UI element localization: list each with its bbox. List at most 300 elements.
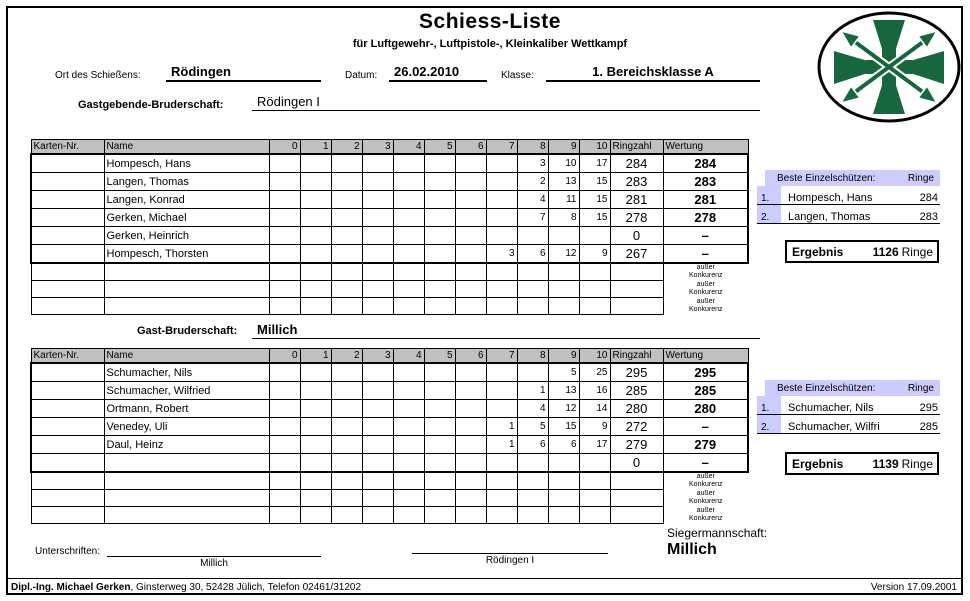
score-cell [31,436,104,454]
signature-line-host [412,538,608,566]
score-cell: 11 [548,191,579,209]
score-cell: Schumacher, Nils [104,363,269,382]
empty-score-cell [331,472,362,490]
score-cell [31,363,104,382]
footer-author-name: Dipl.-Ing. Michael Gerken [11,582,131,593]
empty-score-cell [579,490,610,507]
score-row [31,154,748,173]
empty-score-cell [269,281,300,298]
empty-score-cell [579,298,610,315]
score-cell [362,191,393,209]
best-shooter-ringe: 285 [919,421,938,433]
score-cell [362,173,393,191]
score-cell: 284 [663,154,748,173]
score-cell [362,400,393,418]
score-cell: 4 [517,400,548,418]
empty-score-cell [31,263,104,281]
best-shooter-name: Schumacher, Nils [788,402,874,414]
ergebnis-value: 1126 [872,244,899,259]
empty-score-cell [269,263,300,281]
score-cell [486,173,517,191]
score-cell [393,227,424,245]
score-cell [300,436,331,454]
score-cell [393,454,424,473]
host-bruderschaft-field [252,88,760,111]
empty-score-row [31,507,748,524]
score-cell [269,227,300,245]
score-cell [331,245,362,264]
score-cell [455,418,486,436]
klasse-field [546,58,760,82]
column-header: 6 [455,349,486,364]
score-cell: 0 [610,227,663,245]
score-cell [331,191,362,209]
score-cell [331,454,362,473]
score-cell [393,191,424,209]
score-cell [331,227,362,245]
score-cell: 5 [548,363,579,382]
column-header: 9 [548,140,579,155]
column-header: 5 [424,349,455,364]
score-cell: 12 [548,400,579,418]
empty-score-cell [579,281,610,298]
score-cell [424,191,455,209]
score-cell: 278 [610,209,663,227]
empty-score-cell [300,263,331,281]
empty-score-cell [424,298,455,315]
ergebnis-label: Ergebnis [792,244,844,259]
score-cell [362,436,393,454]
ergebnis-box-guest [785,452,939,475]
ausser-konkurenz-note: außer Konkurenz [689,490,723,505]
score-cell [300,400,331,418]
empty-score-cell [579,472,610,490]
score-cell: 6 [517,436,548,454]
score-cell: Ortmann, Robert [104,400,269,418]
score-cell [393,154,424,173]
column-header: Wertung [663,349,748,364]
score-cell [31,454,104,473]
score-cell [331,363,362,382]
score-cell: – [663,245,748,264]
score-cell [424,209,455,227]
score-cell: 6 [548,436,579,454]
empty-score-row [31,298,748,315]
score-cell: 1 [517,382,548,400]
score-cell [579,454,610,473]
score-cell: Langen, Thomas [104,173,269,191]
column-header: 9 [548,349,579,364]
host-bruderschaft-value: Rödingen I [257,94,320,109]
score-row [31,227,748,245]
ergebnis-unit: Ringe [901,244,933,259]
column-header: Wertung [663,140,748,155]
score-cell: – [663,418,748,436]
score-cell [31,245,104,264]
column-header: Ringzahl [610,349,663,364]
score-cell [104,454,269,473]
score-cell: Hompesch, Hans [104,154,269,173]
empty-score-cell [579,507,610,524]
signature-rule [107,541,321,557]
best-panel-title: Beste Einzelschützen: [777,173,876,184]
best-panel-header [765,380,940,396]
empty-score-cell [455,263,486,281]
empty-score-cell [331,490,362,507]
empty-score-cell [393,490,424,507]
column-header: 1 [300,349,331,364]
score-row [31,454,748,473]
score-cell: 5 [517,418,548,436]
empty-score-cell [31,281,104,298]
best-panel-ringe-label: Ringe [907,383,934,394]
score-cell [362,209,393,227]
column-header: 6 [455,140,486,155]
score-cell [393,245,424,264]
empty-score-cell [31,490,104,507]
score-cell [269,173,300,191]
empty-score-cell [331,298,362,315]
score-cell [517,363,548,382]
empty-score-cell [486,472,517,490]
score-cell [486,191,517,209]
score-cell: 281 [610,191,663,209]
score-cell [300,209,331,227]
score-cell [517,454,548,473]
footer-version: Version 17.09.2001 [870,582,957,593]
score-cell [300,173,331,191]
score-cell: 17 [579,436,610,454]
column-header: 0 [269,349,300,364]
ergebnis-value: 1139 [872,456,899,471]
score-cell [424,436,455,454]
empty-score-cell [517,263,548,281]
score-cell [31,227,104,245]
score-cell [31,418,104,436]
score-cell: 295 [610,363,663,382]
column-header: 3 [362,140,393,155]
score-cell: 6 [517,245,548,264]
score-cell [331,209,362,227]
siegermannschaft-value: Millich [667,541,717,558]
empty-score-row [31,472,748,490]
score-cell: 15 [579,209,610,227]
score-cell: 1 [486,418,517,436]
rank-badge: 2. [757,205,781,223]
score-cell: 9 [579,418,610,436]
empty-score-cell [486,507,517,524]
score-cell [486,154,517,173]
empty-score-cell [104,472,269,490]
score-cell [579,227,610,245]
empty-score-row [31,263,748,281]
best-shooter-ringe: 284 [919,192,938,204]
empty-score-cell [610,507,663,524]
empty-score-cell [486,263,517,281]
score-cell [424,173,455,191]
empty-score-cell [455,281,486,298]
score-cell: 17 [579,154,610,173]
empty-score-cell [548,490,579,507]
best-panel-title: Beste Einzelschützen: [777,383,876,394]
score-cell: 3 [486,245,517,264]
ergebnis-unit: Ringe [901,456,933,471]
score-row [31,400,748,418]
score-row [31,173,748,191]
score-cell [300,363,331,382]
score-cell [300,245,331,264]
score-cell [362,454,393,473]
score-row [31,245,748,264]
score-cell [362,245,393,264]
empty-score-cell [424,507,455,524]
score-cell [424,227,455,245]
score-cell [269,209,300,227]
datum-field [389,58,487,82]
empty-score-cell [393,281,424,298]
score-cell: 281 [663,191,748,209]
best-shooter-name: Hompesch, Hans [788,192,873,204]
empty-score-cell [31,298,104,315]
column-header: 2 [331,349,362,364]
score-cell [269,245,300,264]
column-header: 8 [517,349,548,364]
score-cell: 280 [610,400,663,418]
empty-score-cell [517,298,548,315]
best-row [757,415,940,434]
empty-score-cell [300,490,331,507]
score-cell: 285 [610,382,663,400]
score-cell: 10 [548,154,579,173]
empty-score-cell [517,281,548,298]
score-cell: Langen, Konrad [104,191,269,209]
column-header: 5 [424,140,455,155]
column-header: Ringzahl [610,140,663,155]
score-cell [455,191,486,209]
empty-score-cell [104,281,269,298]
ergebnis-box-host [785,240,939,263]
footer-divider [8,578,961,579]
score-cell [269,382,300,400]
siegermannschaft-label: Siegermannschaft: [667,526,768,540]
score-cell [269,363,300,382]
rank-badge: 2. [757,415,781,433]
score-cell [424,154,455,173]
score-cell [424,418,455,436]
score-cell [269,191,300,209]
score-cell: – [663,227,748,245]
score-cell [331,436,362,454]
ausser-konkurenz-note: außer Konkurenz [689,264,723,280]
score-cell [300,418,331,436]
best-shooters-panel-guest [757,380,940,434]
score-cell [393,173,424,191]
host-score-table [30,139,749,315]
empty-score-row [31,490,748,507]
empty-score-cell [269,472,300,490]
score-cell [455,454,486,473]
ergebnis-label: Ergebnis [792,456,844,471]
ort-label: Ort des Schießens: [55,70,141,81]
score-cell [393,363,424,382]
siegermannschaft-block [667,526,767,559]
score-cell [31,209,104,227]
score-cell [31,191,104,209]
score-cell [300,382,331,400]
score-cell: 272 [610,418,663,436]
column-header: 0 [269,140,300,155]
column-header: 7 [486,140,517,155]
score-row [31,382,748,400]
column-header: 1 [300,140,331,155]
score-cell [424,245,455,264]
empty-score-cell [548,281,579,298]
best-panel-header [765,170,940,186]
score-cell [393,436,424,454]
datum-label: Datum: [345,70,378,81]
footer-author-address: , Ginsterweg 30, 52428 Jülich, Telefon 02461/31202 [130,582,362,593]
empty-score-cell [393,263,424,281]
column-header: 10 [579,349,610,364]
empty-score-cell [31,472,104,490]
score-cell [486,382,517,400]
table-header-row [31,349,748,364]
document-title: Schiess-Liste [419,10,561,33]
empty-score-cell [393,507,424,524]
empty-score-row [31,281,748,298]
empty-score-cell [548,472,579,490]
score-cell [269,400,300,418]
score-cell [331,173,362,191]
best-shooter-ringe: 283 [919,211,938,223]
score-row [31,191,748,209]
score-cell: 1 [486,436,517,454]
score-cell [269,418,300,436]
footer-author [11,582,361,593]
score-cell [424,400,455,418]
score-cell [424,382,455,400]
score-cell [300,191,331,209]
guest-bruderschaft-label: Gast-Bruderschaft: [137,325,238,337]
column-header: 10 [579,140,610,155]
empty-score-cell [517,490,548,507]
score-row [31,436,748,454]
best-shooter-name: Langen, Thomas [788,211,871,223]
score-cell [393,209,424,227]
score-cell: 0 [610,454,663,473]
score-cell [31,173,104,191]
ausser-konkurenz-note: außer Konkurenz [689,298,723,313]
empty-score-cell [610,281,663,298]
empty-score-cell [104,490,269,507]
score-cell [486,363,517,382]
signature-party-label: Rödingen I [485,555,535,566]
empty-score-cell [610,472,663,490]
empty-score-cell [517,507,548,524]
score-cell: 8 [548,209,579,227]
best-panel-ringe-label: Ringe [907,173,934,184]
best-row [757,205,940,224]
score-cell: 15 [579,173,610,191]
document-subtitle: für Luftgewehr-, Luftpistole-, Kleinkaliber Wettkampf [352,38,628,50]
score-cell: Hompesch, Thorsten [104,245,269,264]
empty-score-cell [610,298,663,315]
ort-field [166,58,321,82]
empty-score-cell [393,298,424,315]
score-cell [486,400,517,418]
empty-score-cell [486,298,517,315]
column-header: 8 [517,140,548,155]
guest-score-table [30,348,749,524]
score-cell: 295 [663,363,748,382]
empty-score-cell [455,472,486,490]
datum-value: 26.02.2010 [394,64,460,79]
score-row [31,418,748,436]
score-row [31,363,748,382]
ausser-konkurenz-note: außer Konkurenz [689,473,723,489]
score-cell [269,454,300,473]
score-cell [455,400,486,418]
score-cell [362,382,393,400]
score-cell: 12 [548,245,579,264]
score-cell [548,454,579,473]
score-cell [393,382,424,400]
empty-score-cell [331,507,362,524]
score-cell [517,227,548,245]
guest-bruderschaft-value: Millich [257,322,298,337]
score-cell [362,154,393,173]
score-cell [486,227,517,245]
empty-score-cell [486,281,517,298]
score-cell [455,154,486,173]
empty-score-cell [300,281,331,298]
score-cell [300,454,331,473]
score-cell: 14 [579,400,610,418]
score-cell: 4 [517,191,548,209]
empty-score-cell [486,490,517,507]
empty-score-cell [610,263,663,281]
empty-score-cell [300,298,331,315]
best-row [757,186,940,205]
score-cell [331,154,362,173]
score-cell [393,400,424,418]
column-header: 7 [486,349,517,364]
score-cell: 2 [517,173,548,191]
empty-score-cell [104,298,269,315]
empty-score-cell [269,490,300,507]
klasse-label: Klasse: [501,70,534,81]
score-cell: 285 [663,382,748,400]
score-cell [424,363,455,382]
empty-score-cell [424,472,455,490]
score-cell: Schumacher, Wilfried [104,382,269,400]
empty-score-cell [548,298,579,315]
score-cell: Gerken, Michael [104,209,269,227]
score-cell [455,245,486,264]
score-cell: 283 [663,173,748,191]
score-cell [455,382,486,400]
empty-score-cell [455,298,486,315]
score-cell [424,454,455,473]
empty-score-cell [424,281,455,298]
empty-score-cell [269,507,300,524]
score-cell [31,382,104,400]
score-cell: 13 [548,382,579,400]
score-cell [455,436,486,454]
score-cell [269,154,300,173]
column-header: 2 [331,140,362,155]
empty-score-cell [331,263,362,281]
